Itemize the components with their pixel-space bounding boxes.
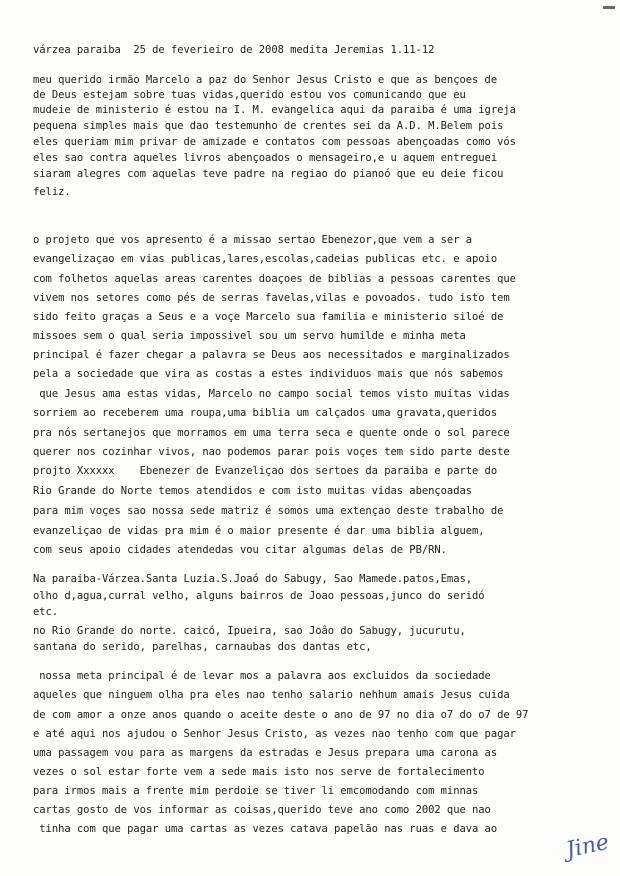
text-line: nossa meta principal é de levar mos a palavra aos excluidos da sociedade (33, 670, 491, 682)
text-line: evangelizaçao em vias publicas,lares,escolas,cadeias publicas etc. e apoio (33, 253, 498, 265)
text-line: Na paraiba-Várzea.Santa Luzia.S.Joaó do Sabugy, Sao Mamede.patos,Emas, (33, 573, 473, 585)
letter-header: várzea paraiba 25 de feverieiro de 2008 medita Jeremias 1.11-12 (33, 44, 435, 56)
text-line: principal é fazer chegar a palavra se Deus aos necessitados e marginalizados (33, 349, 510, 361)
text-line: evanzeliçao de vidas pra mim é o maior presente é dar uma biblia alguem, (33, 525, 485, 537)
text-line: uma passagem vou para as margens da estradas e Jesus prepara uma carona as (33, 747, 498, 759)
corner-mark (603, 6, 615, 9)
text-line: no Rio Grande do norte. caicó, Ipueira, sao Joâo do Sabugy, jucurutu, (33, 625, 466, 637)
text-line: o projeto que vos apresento é a missao sertao Ebenezor,que vem a ser a (33, 234, 473, 246)
text-line: com seus apoio cidades atendedas vou citar algumas delas de PB/RN. (33, 544, 447, 556)
text-line: cartas gosto de vos informar as coisas,querido teve ano como 2002 que nao (33, 804, 491, 816)
text-line: santana do serido, parelhas, carnaubas dos dantas etc, (33, 641, 372, 653)
text-line: meu querido irmão Marcelo a paz do Senhor Jesus Cristo e que as bençoes de (33, 74, 498, 86)
text-line: sido feito graças a Seus e a voçe Marcelo sua familia e ministerio siloé de (33, 311, 504, 323)
text-line: com folhetos aquelas areas carentes doaçoes de biblias a pessoas carentes que (33, 273, 516, 285)
text-line: pequena simples mais que dao testemunho de crentes sei da A.D. M.Belem pois (33, 120, 504, 132)
text-line: querer nos cozinhar vivos, nao podemos parar pois voçes tem sido parte deste (33, 446, 510, 458)
text-line: de Deus estejam sobre tuas vidas,querido estou vos comunicando que eu (33, 89, 466, 101)
text-line: aqueles que ninguem olha pra eles nao tenho salario nehhum amais Jesus cuida (33, 689, 510, 701)
text-line: vivem nos setores como pés de serras favelas,vilas e povoados. tudo isto tem (33, 292, 510, 304)
text-line: que Jesus ama estas vidas, Marcelo no campo social temos visto muitas vidas (33, 388, 510, 400)
text-line: e até aqui nos ajudou o Senhor Jesus Cristo, as vezes nao tenho com que pagar (33, 728, 516, 740)
text-line: sorriem ao receberem uma roupa,uma biblia um calçados uma gravata,queridos (33, 407, 498, 419)
text-line: missoes sem o qual seria impossivel sou um servo humilde e minha meta (33, 330, 466, 342)
text-line: de com amor a onze anos quando o aceite deste o ano de 97 no dia o7 do o7 de 97 (33, 709, 529, 721)
text-line: vezes o sol estar forte vem a sede mais isto nos serve de fortalecimento (33, 766, 485, 778)
text-line: eles sao contra aqueles livros abençoados o mensageiro,e u aquem entreguei (33, 152, 498, 164)
text-line: Rio Grande do Norte temos atendidos e com isto muitas vidas abençoadas (33, 485, 473, 497)
text-line: tinha com que pagar uma cartas as vezes catava papelão nas ruas e dava ao (33, 823, 498, 835)
text-line: mudeie de ministerio é estou na I. M. evangelica aqui da paraiba é uma igreja (33, 104, 516, 116)
text-line: olho d,agua,curral velho, alguns bairros de Joao pessoas,junco do seridó (33, 590, 485, 602)
handwritten-signature: Jine (563, 829, 612, 864)
text-line: projto Xxxxxx Ebenezer de Evanzeliçao dos sertoes da paraiba e parte do (33, 465, 498, 477)
text-line: feliz. (33, 186, 71, 198)
text-line: eles queriam mim privar de amizade e contatos com pessoas abençoadas como vós (33, 136, 516, 148)
text-line: etc. (33, 606, 59, 618)
text-line: para mim voçes sao nossa sede matriz é somos uma extençao deste trabalho de (33, 505, 504, 517)
text-line: pela a sociedade que vira as costas a estes individuos mais que nós sabemos (33, 368, 504, 380)
text-line: para irmos mais a frente mim perdoie se tiver li emcomodando com minnas (33, 785, 479, 797)
text-line: siaram alegres com aquelas teve padre na regiao do pianoó que eu deie ficou (33, 168, 504, 180)
text-line: pra nós sertanejos que morramos em uma terra seca e quente onde o sol parece (33, 427, 510, 439)
